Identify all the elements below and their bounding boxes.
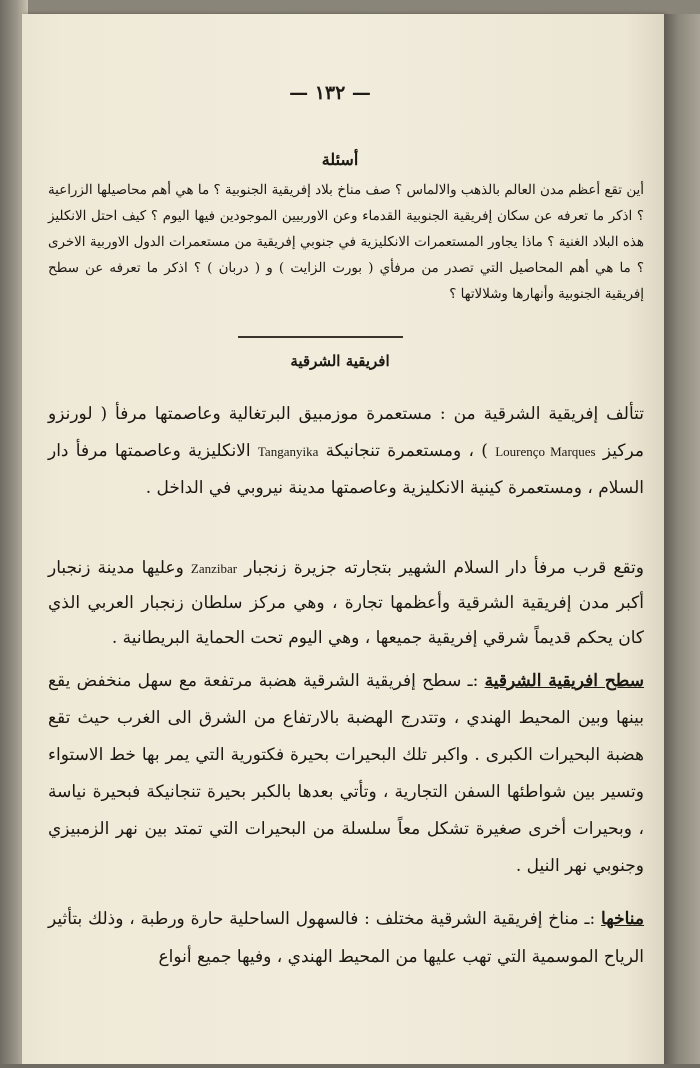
paragraph-climate (48, 900, 644, 976)
paragraph-text: تتألف إفريقية الشرقية من : مستعمرة موزمبيق البرتغالية وعاصمتها مرفأ ( لورنزو مركيز (48, 404, 644, 461)
section-divider (238, 336, 403, 338)
paragraph-text: وتقع قرب مرفأ دار السلام الشهير بتجارته جزيرة زنجبار (237, 558, 644, 578)
paragraph-text: :ـ سطح إفريقية الشرقية هضبة مرتفعة مع سهل منخفض يقع بينها وبين المحيط الهندي ، وتتدرج الهضبة بالارتفاع من الشرق الى الغرب حيث تقع هضبة البحيرات الكبرى . واكبر تلك البحيرات بحيرة فكتورية التي يمر بها خط الاستواء وتسير بين شواطئها السفن التجارية ، وتأتي بعدها بالكبر بحيرة تنجانيكة فبحيرة نياسة ، وبحيرات أخرى صغيرة تشكل معاً سلسلة من البحيرات التي تمتد بين نهر الزمبيزي وجنوبي نهر النيل . (48, 671, 644, 876)
paragraph-text: الانكليزية وعاصمتها مرفأ دار السلام ، ومستعمرة كينية الانكليزية وعاصمتها مدينة نيروبي في الداخل . (48, 441, 644, 498)
bottom-edge (0, 1064, 700, 1068)
questions-paragraph: أين تقع أعظم مدن العالم بالذهب والالماس ؟ صف مناخ بلاد إفريقية الجنوبية ؟ ما هي أهم محاصيلها الزراعية ؟ اذكر ما تعرفه عن سكان إفريقية الجنوبية القدماء وعن الاوربيين الموجودين فيها اليوم ؟ كيف احتل الانكليز هذه البلاد الغنية ؟ ماذا يجاور المستعمرات الانكليزية في جنوبي إفريقية من مستعمرات الدول الاوربية الاخرى ؟ ما هي أهم المحاصيل التي تصدر من مرفأي ( بورت الزايت ) و ( دربان ) ؟ اذكر ما تعرفه عن سطح إفريقية الجنوبية وأنهارها وشلالاتها ؟ (48, 183, 644, 302)
page-number: — ١٣٢ — (289, 82, 371, 104)
right-page-stack (664, 14, 700, 1068)
paragraph-text: :ـ مناخ إفريقية الشرقية مختلف : فالسهول الساحلية حارة ورطبة ، وذلك بتأثير الرياح الموسمية التي تهب عليها من المحيط الهندي ، وفيها جميع أنواع (48, 909, 644, 967)
paragraph-composition (48, 396, 644, 507)
paragraph-surface (48, 663, 644, 885)
section-heading: افريقية الشرقية (290, 352, 390, 370)
paragraph-text: وعليها مدينة زنجبار أكبر مدن إفريقية الشرقية وأعظمها تجارة ، وهي مركز سلطان زنجبار العربي الذي كان يحكم قديماً شرقي إفريقية جميعها ، وهي اليوم تحت الحماية البريطانية . (48, 558, 644, 648)
paragraph-zanzibar (48, 551, 644, 656)
surface-label: سطح افريقية الشرقية (484, 671, 644, 691)
climate-label: مناخها (601, 909, 644, 929)
latin-term-tanganyika: Tanganyika (257, 444, 319, 459)
latin-term-lourenco-marques: Lourenço Marques (495, 444, 596, 459)
paragraph-text: ) ، ومستعمرة تنجانيكة (318, 441, 496, 461)
questions-heading: أسئلة (321, 150, 359, 169)
latin-term-zanzibar: Zanzibar (190, 561, 238, 576)
